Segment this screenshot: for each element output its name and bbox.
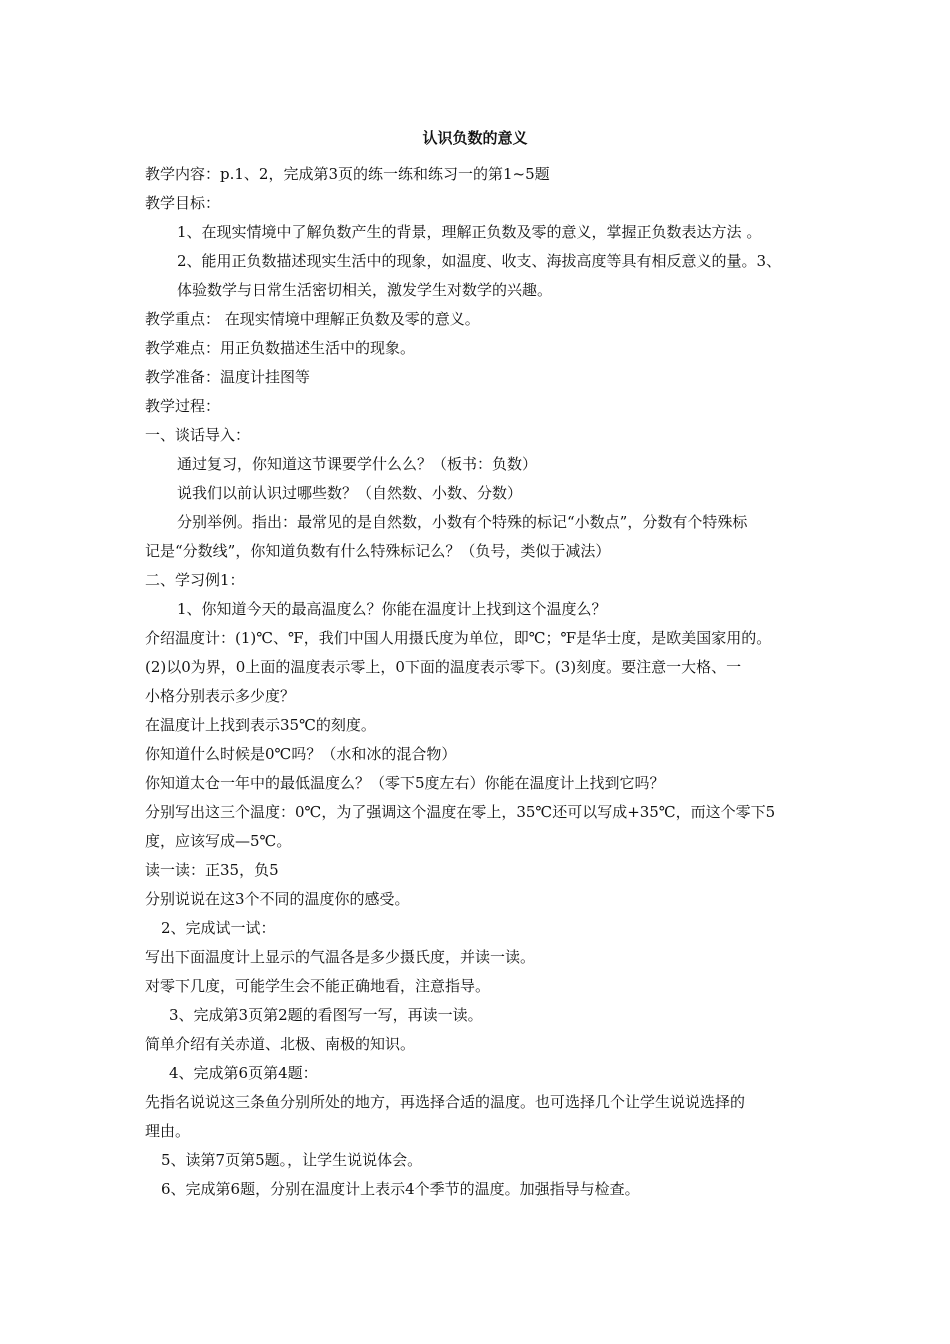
paragraph-line: 读一读：正35，负5 — [145, 861, 279, 879]
paragraph-line: 介绍温度计：(1)℃、℉，我们中国人用摄氏度为单位，即℃；℉是华士度，是欧美国家用的。 — [145, 629, 772, 647]
paragraph-line: 1、在现实情境中了解负数产生的背景，理解正负数及零的意义，掌握正负数表达方法 。 — [177, 223, 762, 241]
paragraph-line: (2)以0为界，0上面的温度表示零上，0下面的温度表示零下。(3)刻度。要注意一大格、一 — [145, 658, 742, 676]
paragraph-line: 2、能用正负数描述现实生活中的现象，如温度、收支、海拔高度等具有相反意义的量。3、 — [177, 252, 782, 270]
paragraph-line: 在温度计上找到表示35℃的刻度。 — [145, 716, 376, 734]
paragraph-line: 1、你知道今天的最高温度么？你能在温度计上找到这个温度么？ — [177, 600, 607, 618]
paragraph-line: 说我们以前认识过哪些数？（自然数、小数、分数） — [177, 484, 523, 502]
section-heading: 一、谈话导入： — [145, 426, 251, 444]
paragraph-line: 通过复习，你知道这节课要学什么么？（板书：负数） — [177, 455, 538, 473]
paragraph-line: 教学重点： 在现实情境中理解正负数及零的意义。 — [145, 310, 480, 328]
paragraph-line: 教学过程： — [145, 397, 221, 415]
paragraph-line: 先指名说说这三条鱼分别所处的地方，再选择合适的温度。也可选择几个让学生说说选择的 — [145, 1093, 746, 1111]
paragraph-line: 分别举例。指出：最常见的是自然数，小数有个特殊的标记“小数点”，分数有个特殊标 — [177, 513, 748, 531]
paragraph-line: 写出下面温度计上显示的气温各是多少摄氏度，并读一读。 — [145, 948, 536, 966]
paragraph-line: 2、完成试一试： — [161, 919, 276, 937]
section-heading: 二、学习例1： — [145, 571, 245, 589]
paragraph-line: 教学目标： — [145, 194, 221, 212]
paragraph-line: 教学内容：p.1、2，完成第3页的练一练和练习一的第1~5题 — [145, 165, 550, 183]
paragraph-line: 理由。 — [145, 1122, 191, 1140]
paragraph-line: 小格分别表示多少度？ — [145, 687, 296, 705]
document-title: 认识负数的意义 — [422, 129, 528, 147]
paragraph-line: 你知道什么时候是0℃吗？（水和冰的混合物） — [145, 745, 457, 763]
paragraph-line: 度，应该写成—5℃。 — [145, 832, 292, 850]
paragraph-line: 分别写出这三个温度：0℃，为了强调这个温度在零上，35℃还可以写成+35℃，而这个零下5 — [145, 803, 776, 821]
paragraph-line: 记是“分数线”，你知道负数有什么特殊标记么？（负号，类似于减法） — [145, 542, 611, 560]
paragraph-line: 你知道太仓一年中的最低温度么？（零下5度左右）你能在温度计上找到它吗？ — [145, 774, 665, 792]
paragraph-line: 教学准备：温度计挂图等 — [145, 368, 311, 386]
paragraph-line: 分别说说在这3个不同的温度你的感受。 — [145, 890, 410, 908]
paragraph-line: 6、完成第6题，分别在温度计上表示4个季节的温度。加强指导与检查。 — [161, 1180, 640, 1198]
paragraph-line: 对零下几度，可能学生会不能正确地看，注意指导。 — [145, 977, 491, 995]
paragraph-line: 5、读第7页第5题。，让学生说说体会。 — [161, 1151, 423, 1169]
paragraph-line: 3、完成第3页第2题的看图写一写，再读一读。 — [169, 1006, 483, 1024]
paragraph-line: 4、完成第6页第4题： — [169, 1064, 318, 1082]
paragraph-line: 简单介绍有关赤道、北极、南极的知识。 — [145, 1035, 416, 1053]
paragraph-line: 教学难点：用正负数描述生活中的现象。 — [145, 339, 416, 357]
paragraph-line: 体验数学与日常生活密切相关，激发学生对数学的兴趣。 — [177, 281, 553, 299]
